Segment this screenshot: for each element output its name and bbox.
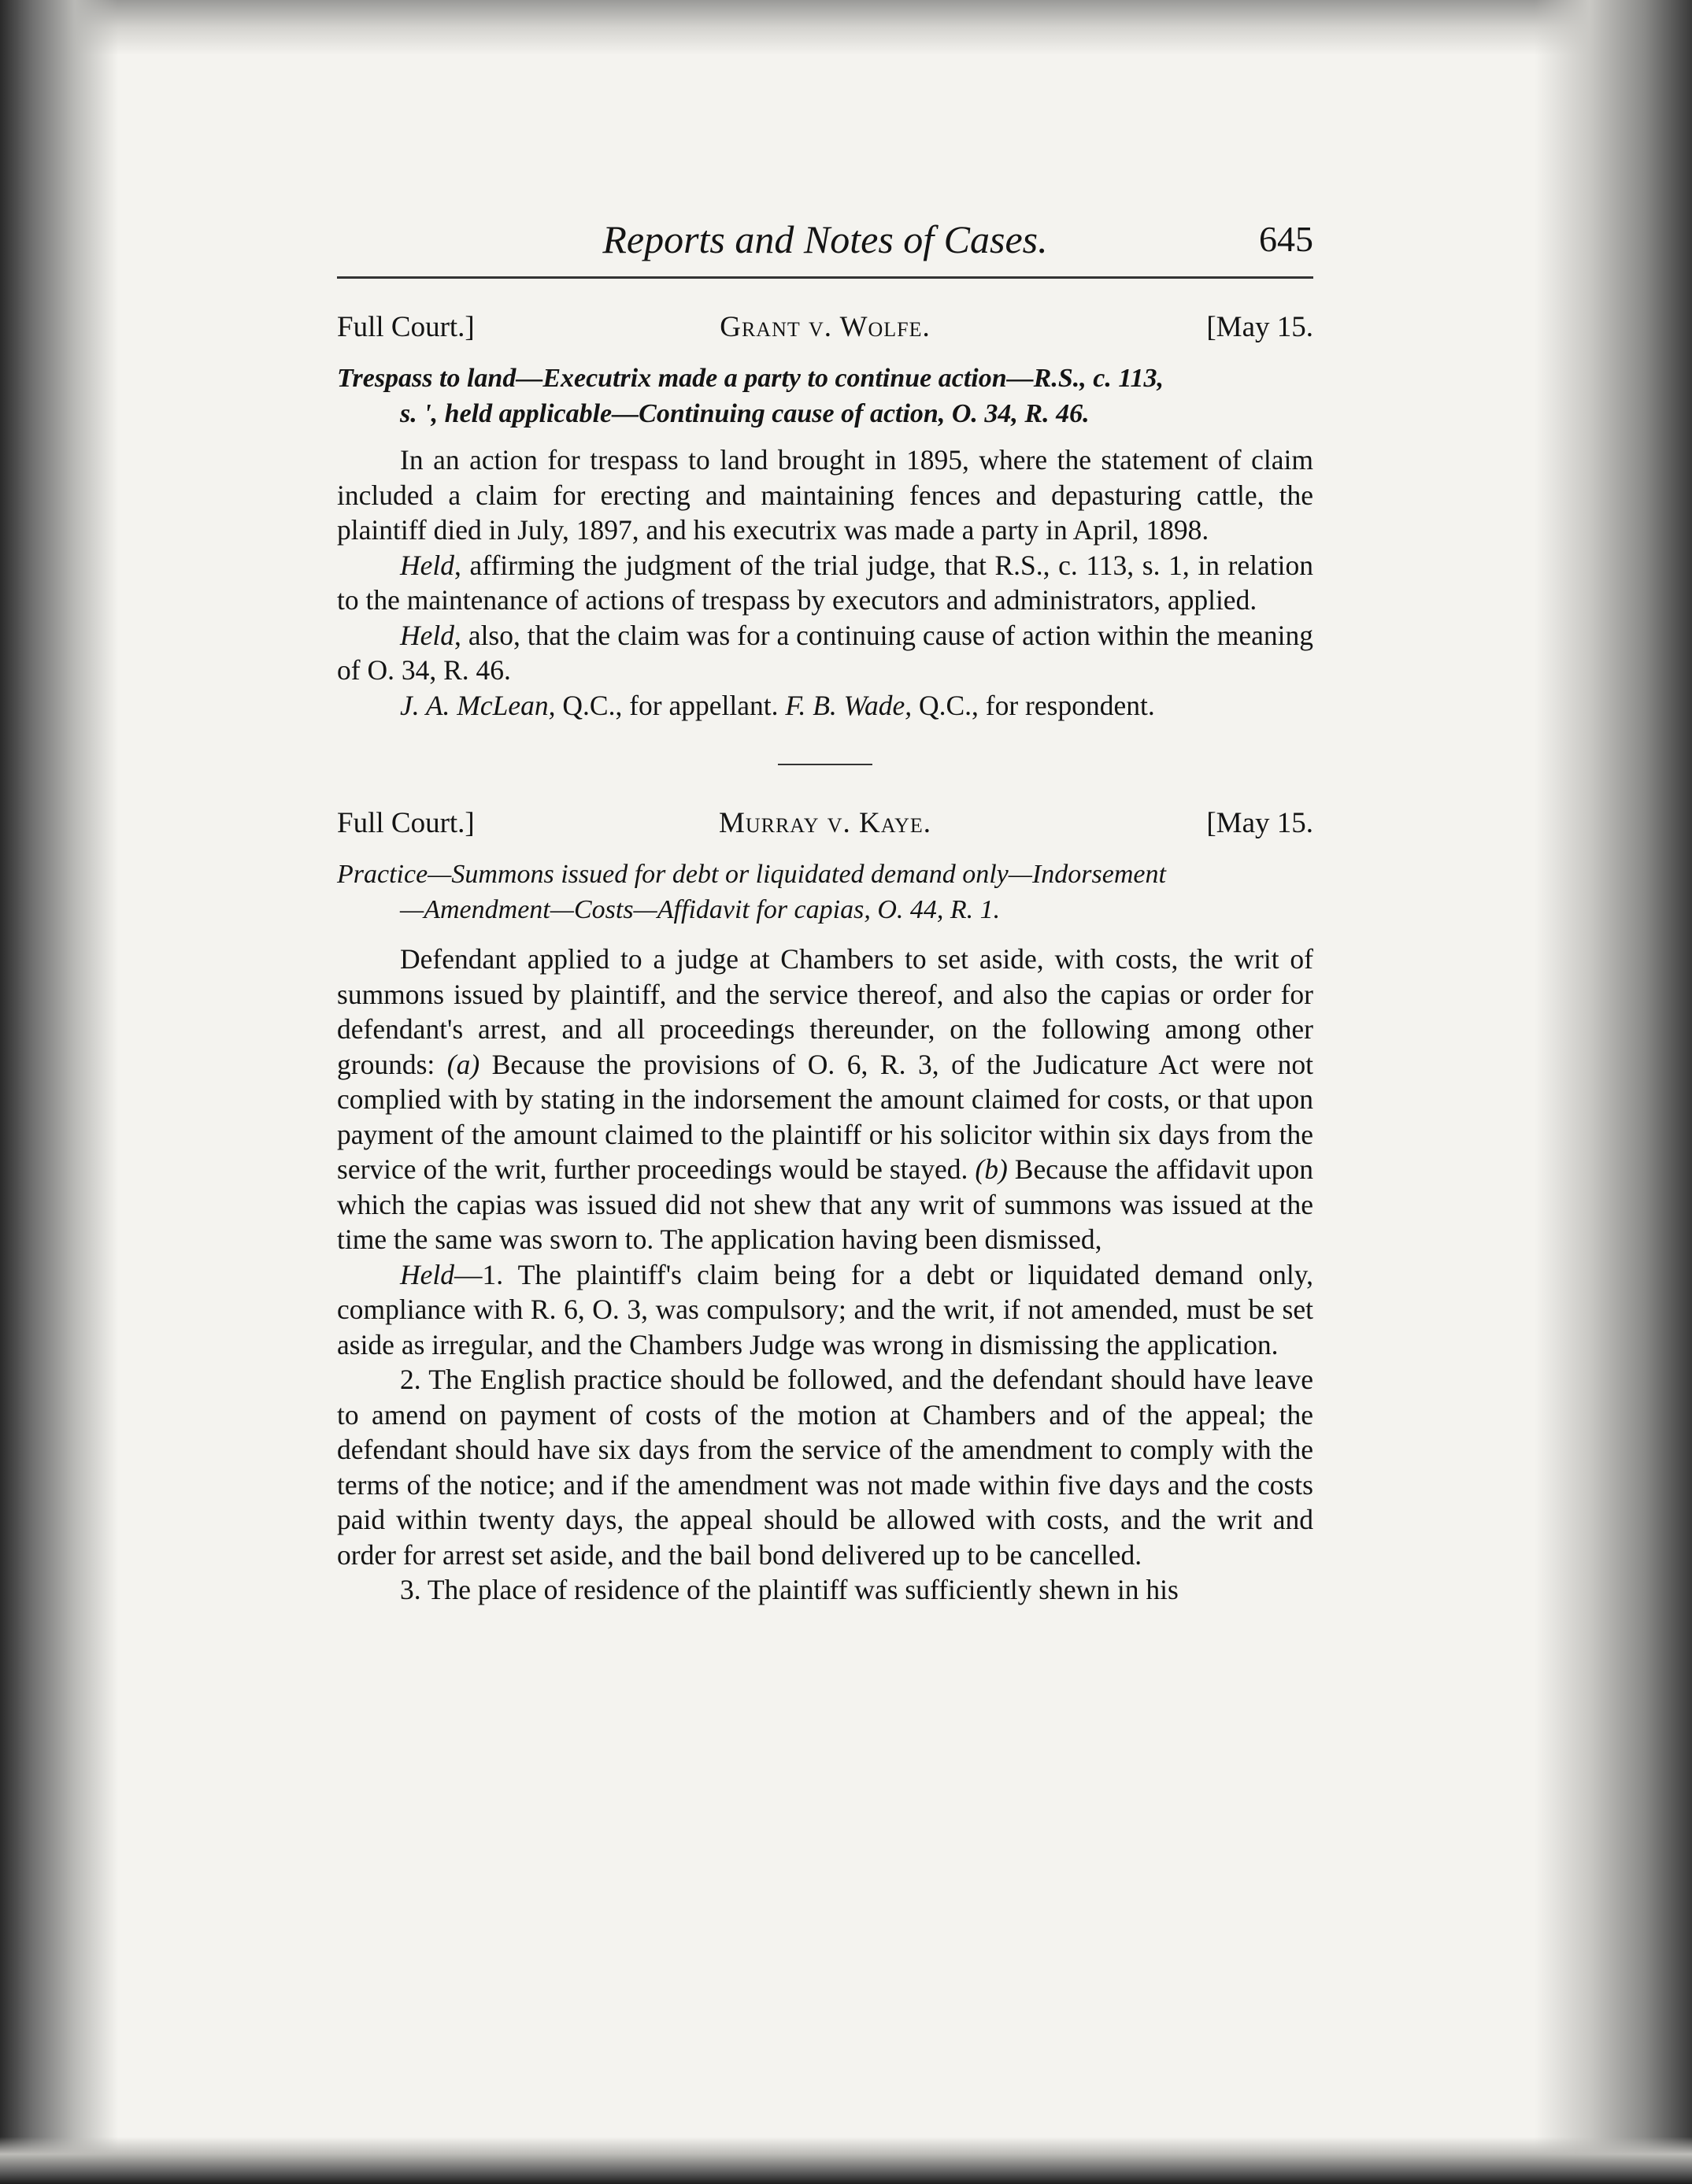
header-rule (337, 276, 1313, 279)
case-separator (778, 764, 872, 765)
page-number: 645 (1259, 219, 1313, 259)
case-heading-grant-v-wolfe (337, 310, 1313, 356)
counsel-name: F. B. Wade, (785, 689, 913, 721)
running-title: Reports and Notes of Cases. (602, 217, 1048, 261)
counsel-name: J. A. McLean, (400, 689, 556, 721)
clause-marker: (b) (975, 1153, 1008, 1185)
headnote-line: s. ', held applicable—Continuing cause of action, O. 34, R. 46. (400, 399, 1090, 428)
case-name: Murray v. Kaye. (718, 807, 932, 839)
scan-edge-right (1535, 0, 1692, 2184)
case-heading-murray-v-kaye (337, 806, 1313, 852)
paragraph-text: , also, that the claim was for a continuing cause of action within the meaning of O. 34, R. 46. (337, 619, 1313, 686)
scan-edge-left (0, 0, 118, 2184)
case-date: [May 15. (1206, 311, 1313, 343)
paragraph-text: Defendant applied to a judge at Chambers to set aside, with costs, the writ of summons issued by plaintiff, and the service thereof, and also the capias or order for defendant's arrest, and all proceedings thereunder, on the following among other grounds: (337, 943, 1313, 1080)
case-paragraph: 3. The place of residence of the plaintiff was sufficiently shewn in his (400, 1574, 1179, 1605)
counsel-line (337, 688, 1313, 724)
case-paragraph (337, 942, 1313, 1257)
case-headnote (337, 857, 1313, 927)
case-court: Full Court.] (337, 311, 475, 343)
case-name: Grant v. Wolfe. (720, 311, 931, 343)
paragraph-text: Because the affidavit upon which the capias was issued did not shew that any writ of summons was issued at the time the same was sworn to. The application having been dismissed, (337, 1153, 1313, 1255)
case-paragraph: 2. The English practice should be followed, and the defendant should have leave to amend on payment of costs of the motion at Chambers and of the appeal; the defendant should have six days from the service of the amendment to comply with the terms of the notice; and if the amendment was not made within five days and the costs paid within twenty days, the appeal should be allowed with costs, and the writ and order for arrest set aside, and the bail bond delivered up to be cancelled. (337, 1364, 1313, 1571)
page-body (337, 217, 1313, 1608)
case-paragraph (337, 1257, 1313, 1363)
held-label: Held (400, 549, 455, 581)
running-head (337, 217, 1313, 272)
case-date: [May 15. (1206, 807, 1313, 839)
paragraph-text: , affirming the judgment of the trial judge, that R.S., c. 113, s. 1, in relation to the maintenance of actions of trespass by executors and administrators, applied. (337, 549, 1313, 616)
paragraph-text: Because the provisions of O. 6, R. 3, of the Judicature Act were not complied with by stating in the indorsement the amount claimed for costs, or that upon payment of the amount claimed to the plaintiff or his solicitor within six days from the service of the writ, further proceedings would be stayed. (337, 1048, 1313, 1185)
case-paragraph: In an action for trespass to land brought in 1895, where the statement of claim included a claim for erecting and maintaining fences and depasturing cattle, the plaintiff died in July, 1897, and his executrix was made a party in April, 1898. (337, 444, 1313, 546)
held-label: Held (400, 1258, 455, 1290)
held-label: Held (400, 619, 455, 651)
case-paragraph (337, 548, 1313, 618)
scan-edge-top (0, 0, 1692, 55)
clause-marker: (a) (446, 1048, 480, 1080)
paragraph-text: —1. The plaintiff's claim being for a debt or liquidated demand only, compliance with R. 6, O. 3, was compulsory; and the writ, if not amended, must be set aside as irregular, and the Chambers Judge was wrong in dismissing the application. (337, 1258, 1313, 1360)
case-court: Full Court.] (337, 807, 475, 839)
counsel-role: Q.C., for appellant. (555, 689, 786, 721)
counsel-role: Q.C., for respondent. (912, 689, 1155, 721)
scan-edge-bottom (0, 2137, 1692, 2184)
headnote-line: —Amendment—Costs—Affidavit for capias, O. 44, R. 1. (400, 895, 1001, 924)
headnote-line: Practice—Summons issued for debt or liquidated demand only—Indorsement (337, 860, 1166, 889)
case-paragraph (337, 618, 1313, 688)
headnote-line: Trespass to land—Executrix made a party to continue action—R.S., c. 113, (337, 364, 1164, 393)
case-headnote (337, 361, 1313, 431)
